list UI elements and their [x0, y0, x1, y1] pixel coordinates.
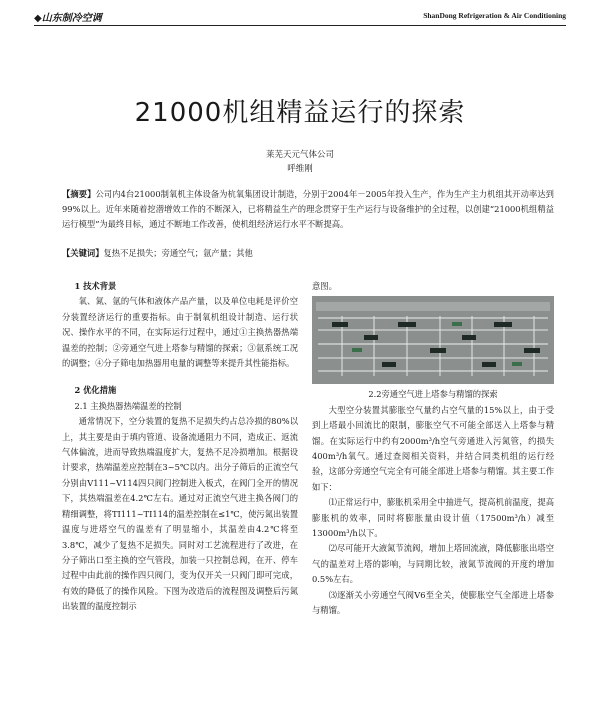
journal-name-en: ShanDong Refrigeration & Air Conditioning: [423, 11, 566, 20]
keywords-text: 复热不足损失；旁通空气；氩产量；其他: [103, 248, 253, 258]
abstract: [62, 187, 554, 232]
keywords-label: 【关键词】: [62, 248, 104, 258]
section1-paragraph: 氧、氮、氩的气体和液体产品产量，以及单位电耗是评价空分装置经济运行的重要指标。由于制氧机组设计制造、运行状况、操作水平的不同，在实际运行过程中，通过①主换热器热端温差的控制；②旁通空气进上塔参与精馏的探索；③氩系统工况的调整；④分子筛电加热器用电量的调整等来提升其性能指标。: [62, 296, 298, 369]
abstract-label: 【摘要】: [62, 189, 96, 199]
keywords: [62, 246, 554, 261]
author-name: 呼维刚: [287, 164, 313, 174]
subsection-2-1-heading: 2.1 主换热器热端温差的控制: [74, 400, 182, 411]
page-header: [34, 8, 566, 26]
figure-caption: 2.2旁通空气进上塔参与精馏的探索: [368, 389, 498, 400]
section1-heading: 1 技术背景: [74, 281, 117, 291]
figure-lead-text: 意图。: [312, 281, 337, 291]
author-affiliation: 莱芜天元气体公司: [265, 150, 334, 160]
article-title: 21000机组精益运行的探索: [134, 98, 466, 128]
list-item-3: ⑶逐渐关小旁通空气阀V6至全关，使膨胀空气全部进上塔参与精馏。: [312, 589, 554, 616]
header-rule: [34, 25, 566, 26]
abstract-text: 公司内4台21000制氧机主体设备为杭氧集团设计制造，分别于2004年－2005年投入生产，作为生产主力机组其开动率达到99%以上。近年来随着挖潜增效工作的不断深入，已将精益生产的理念贯穿于生产运行与设备维护的全过程，以创建“21000机组精益运行模型”为最终目标，通过不断地工作改善，使机组经济运行水平不断提高。: [62, 189, 554, 229]
list-item-1: ⑴正常运行中，膨胀机采用全中抽进气，提高机前温度，提高膨胀机的效率，同时将膨胀量由设计值（17500m³/h）减至13000m³/h以下。: [312, 497, 554, 539]
right-column: [312, 279, 554, 619]
subsection-2-1-paragraph: 通常情况下，空分装置的复热不足损失约占总冷损的80%以上，其主要是由于填内管道、设备流通阻力不同，造成正、返流气体偏流，进而导致热端温度扩大，复热不足冷损增加。根据设计要求，热端温差应控制在3~5℃以内。出分子筛后的正流空气分别由V111~V114四只阀门控制进入板式，在阀门全开的情况下，其热端温差在4.2℃左右。通过对正流空气进主换各阀门的精细调整，将TI111~TI114的温差控制在≤1℃，使污氮出装置温度与进塔空气的温差有了明显缩小，其温差由4.2℃将至3.8℃，减少了复热不足损失。同时对工艺流程进行了改进，在分子筛出口至主换的空气管段，加装一只控制总阀，在开、停车过程中由此前的操作四只阀门，变为仅开关一只阀门即可完成，有效的降低了的操作风险。下图为改造后的流程图及调整后污氮出装置的温度控制示: [62, 416, 298, 612]
section2-heading: 2 优化措施: [74, 385, 117, 396]
journal-name-cn: ◆山东制冷空调: [34, 13, 102, 24]
subsection-2-2-paragraph: 大型空分装置其膨胀空气量约占空气量的15%以上，由于受到上塔最小回流比的限制，膨胀空气不可能全部送入上塔参与精馏。在实际运行中约有2000m³/h空气旁通进入污氮管，约损失400m³/h氧气。通过查阅相关资料，并结合同类机组的运行经验，这部分旁通空气完全有可能全部进上塔参与精馏。其主要工作如下：: [312, 404, 554, 492]
process-flow-figure: [312, 296, 554, 384]
left-column: [62, 279, 298, 615]
list-item-2: ⑵尽可能开大液氮节流阀，增加上塔回流液，降低膨胀出塔空气的温差对上塔的影响，与同期比较，液氮节流阀的开度约增加0.5%左右。: [312, 543, 554, 585]
